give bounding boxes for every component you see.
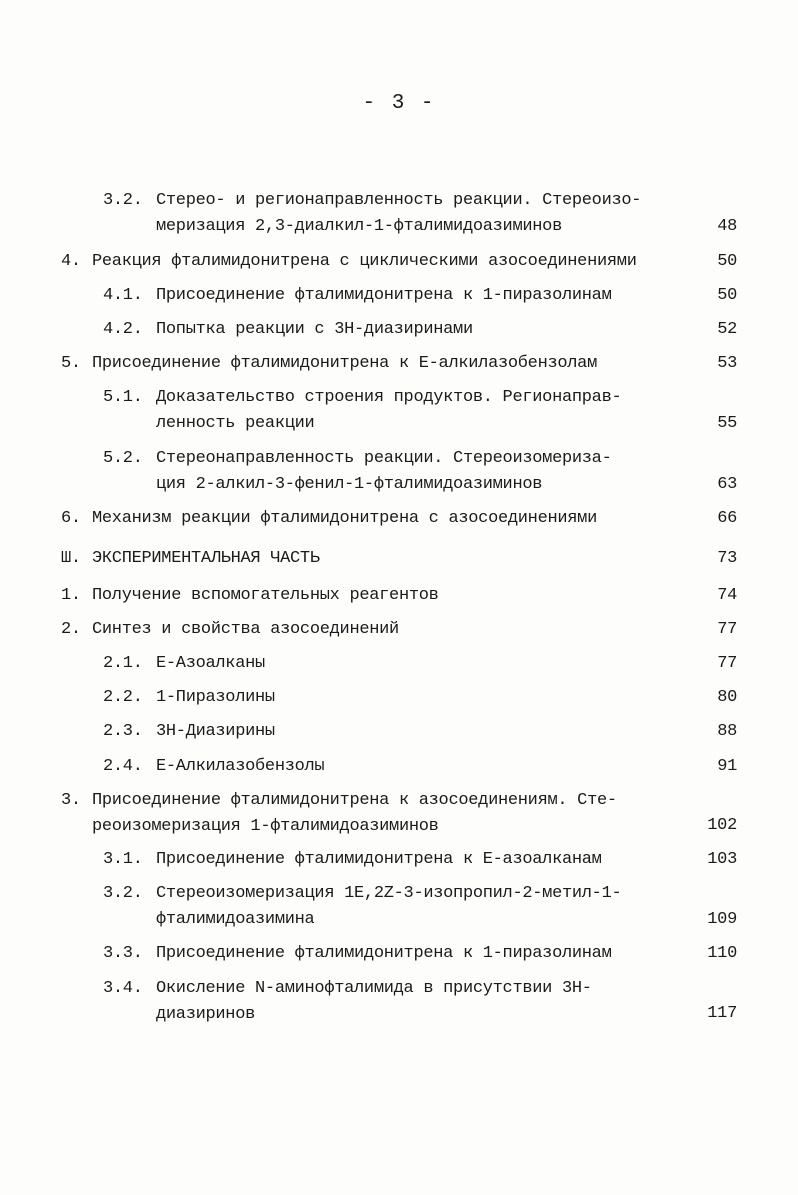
toc-entry-3-4 xyxy=(103,976,592,1028)
toc-entry-title: Е-Алкилазобензолы xyxy=(156,757,325,776)
toc-section-III xyxy=(61,546,320,572)
toc-entry-title: Стерео- и регионаправленность реакции. Стереоизо- xyxy=(156,191,642,210)
toc-entry-number: 3.2. xyxy=(103,191,143,210)
toc-entry-title: Стереоизомеризация 1Е,2Z-3-изопропил-2-метил-1- xyxy=(156,884,622,903)
toc-entry-number: 2.1. xyxy=(103,654,143,673)
toc-entry-title-continuation: реоизомеризация 1-фталимидоазиминов xyxy=(92,817,439,836)
toc-entry-3-2-experimental xyxy=(103,881,621,933)
toc-entry-number: 1. xyxy=(61,586,81,605)
toc-entry-number: 5.1. xyxy=(103,388,143,407)
toc-page-ref: 80 xyxy=(717,688,737,707)
page-number: - 3 - xyxy=(362,92,436,115)
toc-entry-number: 3. xyxy=(61,791,81,810)
toc-page-ref: 73 xyxy=(717,549,737,568)
toc-entry-6 xyxy=(61,506,597,532)
toc-entry-title: Синтез и свойства азосоединений xyxy=(92,620,399,639)
toc-entry-title: Получение вспомогательных реагентов xyxy=(92,586,439,605)
toc-page-ref: 50 xyxy=(717,286,737,305)
toc-entry-title: 1-Пиразолины xyxy=(156,688,275,707)
toc-entry-2-2 xyxy=(103,685,275,711)
toc-entry-4-1 xyxy=(103,283,611,309)
toc-entry-number: 5. xyxy=(61,354,81,373)
toc-entry-title: ЭКСПЕРИМЕНТАЛЬНАЯ ЧАСТЬ xyxy=(92,549,320,568)
toc-entry-4-2 xyxy=(103,317,473,343)
toc-page-ref: 88 xyxy=(717,722,737,741)
toc-page-ref: 77 xyxy=(717,620,737,639)
toc-entry-number: 6. xyxy=(61,509,81,528)
toc-entry-title-continuation: ция 2-алкил-3-фенил-1-фталимидоазиминов xyxy=(156,475,543,494)
toc-page-ref: 63 xyxy=(717,475,737,494)
toc-entry-number: 5.2. xyxy=(103,449,143,468)
toc-page-ref: 91 xyxy=(717,757,737,776)
toc-entry-title: Стереонаправленность реакции. Стереоизомериза- xyxy=(156,449,612,468)
toc-entry-title: Присоединение фталимидонитрена к 1-пиразолинам xyxy=(156,286,612,305)
toc-entry-2-4 xyxy=(103,754,324,780)
toc-page-ref: 110 xyxy=(707,944,737,963)
toc-entry-number: 3.3. xyxy=(103,944,143,963)
toc-entry-number: 3.1. xyxy=(103,850,143,869)
toc-entry-number: 4. xyxy=(61,252,81,271)
toc-entry-number: 2.3. xyxy=(103,722,143,741)
toc-entry-2 xyxy=(61,617,399,643)
toc-entry-number: Ш. xyxy=(61,549,81,568)
toc-entry-title: Присоединение фталимидонитрена к азосоединениям. Сте- xyxy=(92,791,617,810)
toc-entry-3-2 xyxy=(103,188,641,240)
toc-entry-number: 2. xyxy=(61,620,81,639)
toc-entry-title: Попытка реакции с 3Н-диазиринами xyxy=(156,320,473,339)
toc-page-ref: 117 xyxy=(707,1004,737,1023)
toc-entry-title: Присоединение фталимидонитрена к 1-пиразолинам xyxy=(156,944,612,963)
toc-page-ref: 50 xyxy=(717,252,737,271)
toc-entry-title-continuation: диазиринов xyxy=(156,1005,256,1024)
toc-entry-5 xyxy=(61,351,597,377)
toc-entry-title-continuation: ленность реакции xyxy=(156,414,315,433)
toc-entry-4 xyxy=(61,249,637,275)
toc-entry-title: Механизм реакции фталимидонитрена с азосоединениями xyxy=(92,509,597,528)
toc-entry-2-3 xyxy=(103,719,275,745)
toc-entry-3 xyxy=(61,788,617,840)
toc-entry-title: Доказательство строения продуктов. Регионаправ- xyxy=(156,388,622,407)
toc-entry-3-3 xyxy=(103,941,611,967)
toc-entry-title: Е-Азоалканы xyxy=(156,654,265,673)
toc-entry-title: Присоединение фталимидонитрена к Е-азоалканам xyxy=(156,850,602,869)
toc-page-ref: 53 xyxy=(717,354,737,373)
toc-entry-title: Реакция фталимидонитрена с циклическими азосоединениями xyxy=(92,252,637,271)
toc-entry-title-continuation: меризация 2,3-диалкил-1-фталимидоазиминов xyxy=(156,217,562,236)
toc-entry-title: Присоединение фталимидонитрена к Е-алкилазобензолам xyxy=(92,354,597,373)
toc-entry-5-2 xyxy=(103,446,611,498)
toc-page-ref: 109 xyxy=(707,910,737,929)
toc-page-ref: 48 xyxy=(717,217,737,236)
toc-entry-number: 2.4. xyxy=(103,757,143,776)
toc-page-ref: 55 xyxy=(717,414,737,433)
toc-page-ref: 52 xyxy=(717,320,737,339)
toc-entry-number: 2.2. xyxy=(103,688,143,707)
toc-entry-title: 3Н-Диазирины xyxy=(156,722,275,741)
toc-entry-number: 4.1. xyxy=(103,286,143,305)
toc-page-ref: 74 xyxy=(717,586,737,605)
toc-entry-title-continuation: фталимидоазимина xyxy=(156,910,315,929)
toc-entry-number: 4.2. xyxy=(103,320,143,339)
toc-entry-title: Окисление N-аминофталимида в присутствии 3Н- xyxy=(156,979,592,998)
toc-page-ref: 77 xyxy=(717,654,737,673)
toc-entry-number: 3.4. xyxy=(103,979,143,998)
toc-entry-2-1 xyxy=(103,651,265,677)
toc-page-ref: 66 xyxy=(717,509,737,528)
toc-entry-5-1 xyxy=(103,385,621,437)
toc-entry-1 xyxy=(61,583,439,609)
toc-page-ref: 103 xyxy=(707,850,737,869)
toc-entry-3-1 xyxy=(103,847,602,873)
toc-page-ref: 102 xyxy=(707,816,737,835)
toc-entry-number: 3.2. xyxy=(103,884,143,903)
